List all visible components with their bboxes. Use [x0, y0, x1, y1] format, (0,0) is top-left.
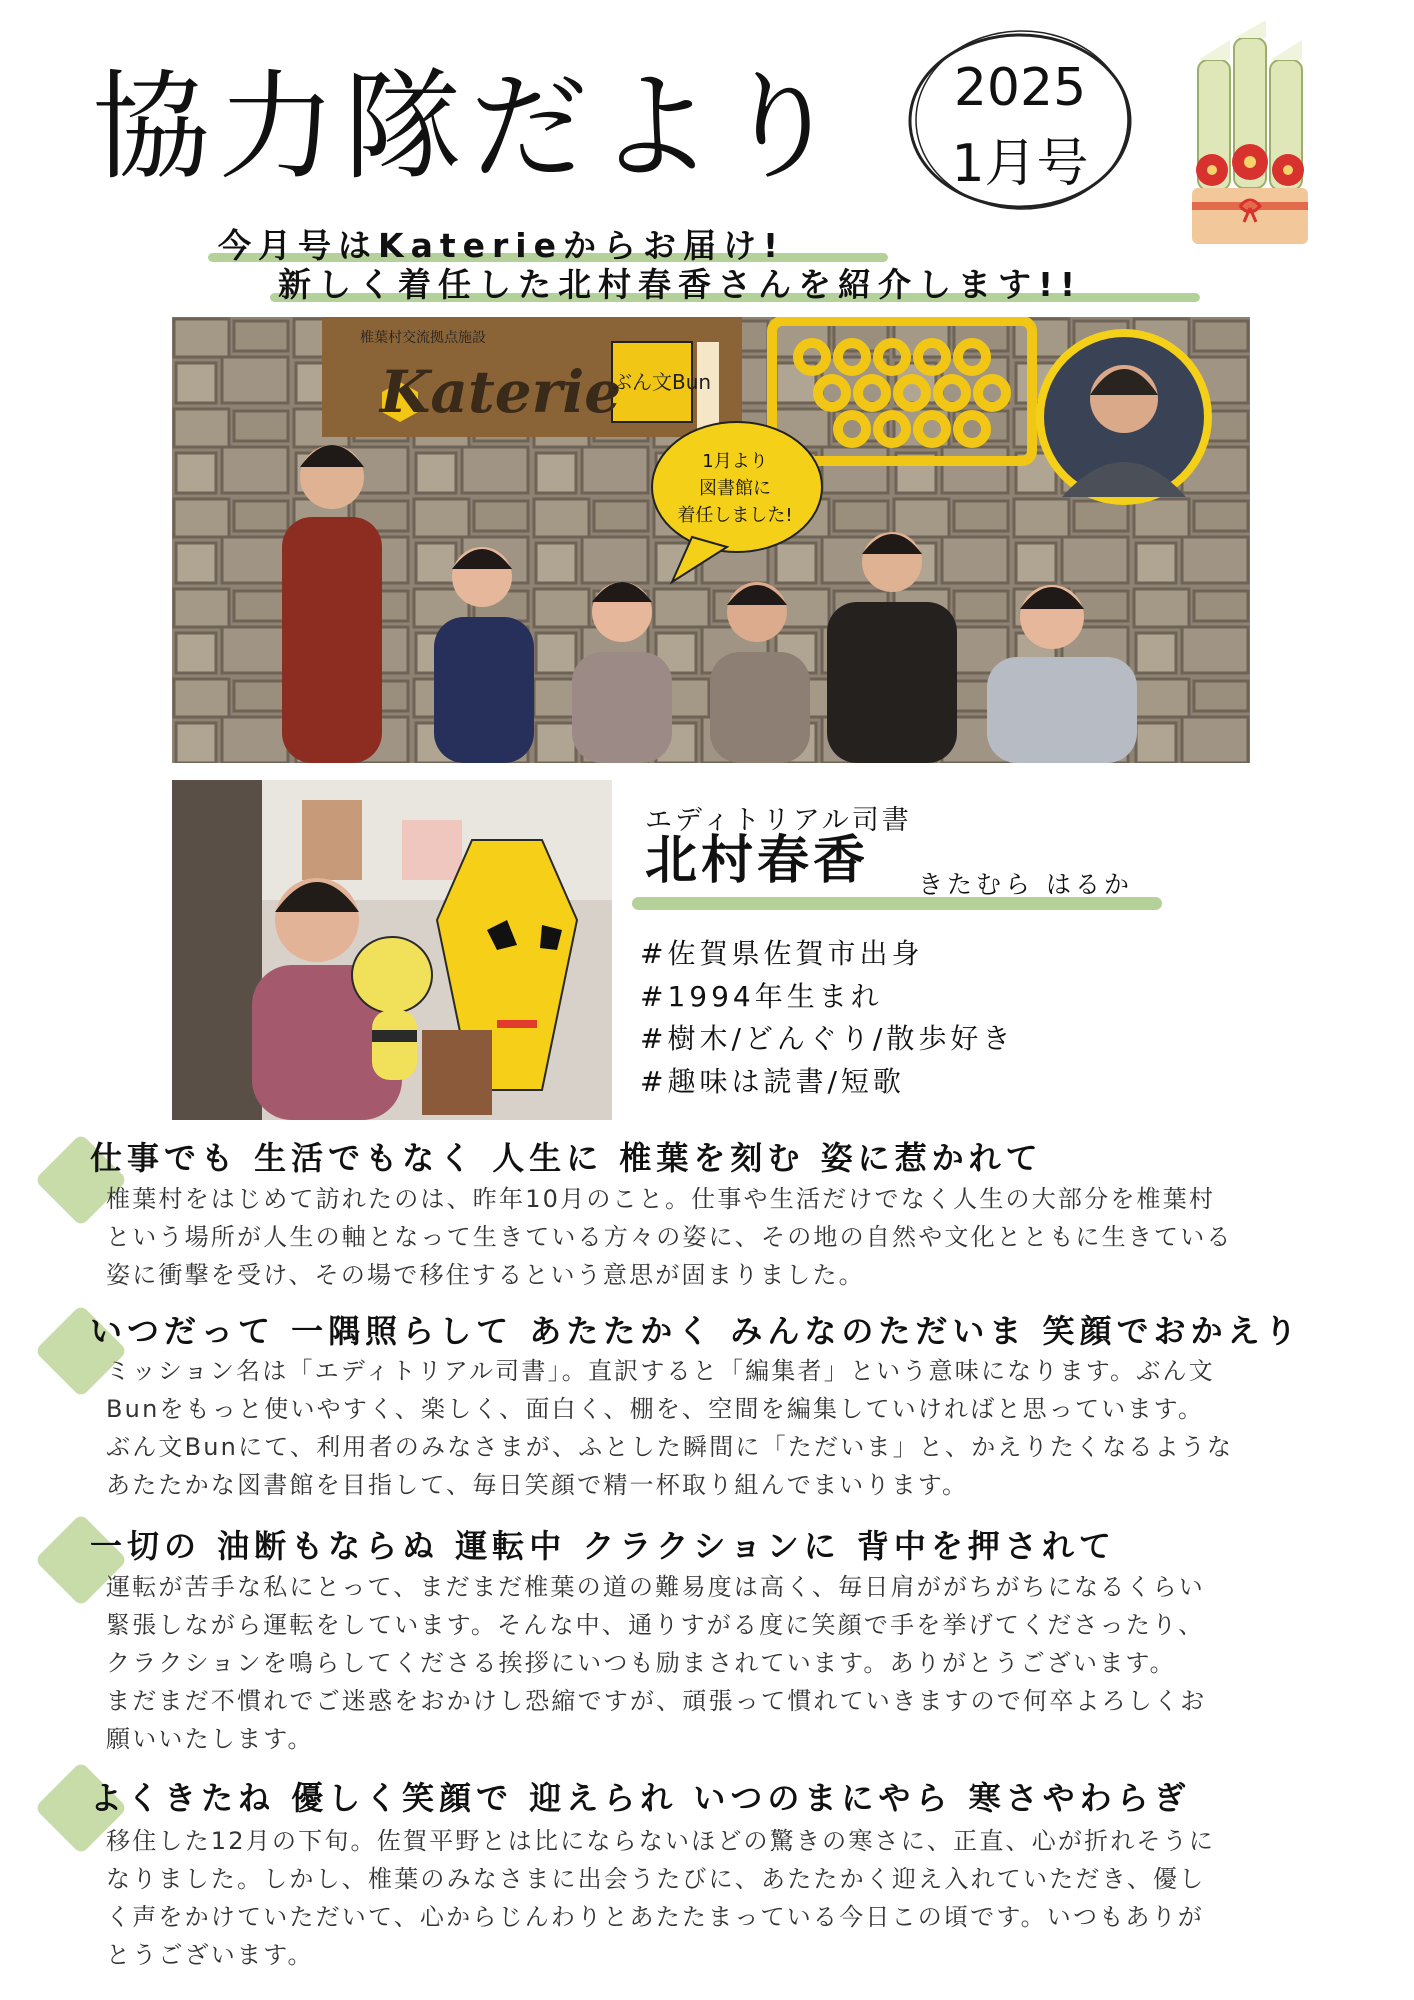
speech-bubble-text: [650, 448, 820, 529]
section-line: 椎葉村をはじめて訪れたのは、昨年10月のこと。仕事や生活だけでなく人生の大部分を椎葉村: [106, 1185, 1216, 1213]
profile-tag: #1994年生まれ: [640, 980, 883, 1013]
section-line: ぶん文Bunにて、利用者のみなさまが、ふとした瞬間に「ただいま」と、かえりたくなるような: [106, 1433, 1234, 1461]
section-line: 姿に衝撃を受け、その場で移住するという意思が固まりました。: [106, 1261, 865, 1289]
section-line: 願いいたします。: [106, 1725, 314, 1753]
profile-tag: #佐賀県佐賀市出身: [640, 937, 924, 970]
issue-year: 2025: [953, 58, 1087, 118]
section-line: なりました。しかし、椎葉のみなさまに出会うたびに、あたたかく迎え入れていただき、優し: [106, 1865, 1206, 1893]
section-line: 移住した12月の下旬。佐賀平野とは比にならないほどの驚きの寒さに、正直、心が折れそうに: [106, 1827, 1216, 1855]
section-line: 運転が苦手な私にとって、まだまだ椎葉の道の難易度は高く、毎日肩ががちがちになるくらい: [106, 1573, 1205, 1601]
section-body: [106, 1180, 1356, 1294]
section-line: クラクションを鳴らしてくださる挨拶にいつも励まされています。ありがとうございます。: [106, 1649, 1176, 1677]
section-line: とうございます。: [106, 1941, 314, 1969]
profile-name: 北村春香: [645, 831, 870, 891]
kadomatsu-icon: [1180, 20, 1320, 250]
section-body: [106, 1822, 1356, 1974]
section-line: という場所が人生の軸となって生きている方々の姿に、その地の自然や文化とともに生きている: [106, 1223, 1233, 1251]
section-body: [106, 1352, 1356, 1504]
section-line: Bunをもっと使いやすく、楽しく、面白く、棚を、空間を編集していければと思っています。: [106, 1395, 1205, 1423]
section-body: [106, 1568, 1356, 1758]
section-line: ミッション名は「エディトリアル司書」。直訳すると「編集者」という意味になります。ぶん文: [106, 1357, 1215, 1385]
issue-month: 1月号: [951, 134, 1089, 194]
section-line: く声をかけていただいて、心からじんわりとあたたまっている今日この頃です。いつもありが: [106, 1903, 1204, 1931]
subtitle-line2: 新しく着任した北村春香さんを紹介します!!: [278, 265, 1083, 304]
sign-facility-name: 椎葉村交流拠点施設: [360, 330, 486, 346]
bubble-line: 1月より: [702, 451, 768, 472]
section-heading: よくきたね 優しく笑顔で 迎えられ いつのまにやら 寒さやわらぎ: [90, 1779, 1191, 1817]
section-heading: 仕事でも 生活でもなく 人生に 椎葉を刻む 姿に惹かれて: [90, 1139, 1043, 1177]
profile-role: エディトリアル司書: [645, 805, 912, 836]
sign-katerie-logo: Katerie: [380, 358, 622, 426]
section-heading: いつだって 一隅照らして あたたかく みんなのただいま 笑顔でおかえり: [90, 1312, 1302, 1350]
bubble-line: 図書館に: [699, 478, 771, 499]
section-line: まだまだ不慣れでご迷惑をおかけし恐縮ですが、頑張って慣れていきますので何卒よろしくお: [106, 1687, 1207, 1715]
bubble-line: 着任しました!: [677, 505, 793, 526]
profile-photo: [172, 780, 612, 1120]
section-line: 緊張しながら運転をしています。そんな中、通りすがる度に笑顔で手を挙げてくださったり、: [106, 1611, 1205, 1639]
section-line: あたたかな図書館を目指して、毎日笑顔で精一杯取り組んでまいります。: [106, 1471, 969, 1499]
profile-tag: #趣味は読書/短歌: [640, 1065, 905, 1098]
sign-bun-logo: ぶん文Bun: [612, 370, 712, 394]
subtitle-line1: 今月号はKaterieからお届け!: [218, 226, 786, 265]
profile-name-reading: きたむら はるか: [918, 870, 1133, 899]
newsletter-title: 協力隊だより: [92, 58, 849, 196]
section-heading: 一切の 油断もならぬ 運転中 クラクションに 背中を押されて: [90, 1527, 1116, 1565]
profile-tag: #樹木/どんぐり/散歩好き: [640, 1022, 1015, 1055]
